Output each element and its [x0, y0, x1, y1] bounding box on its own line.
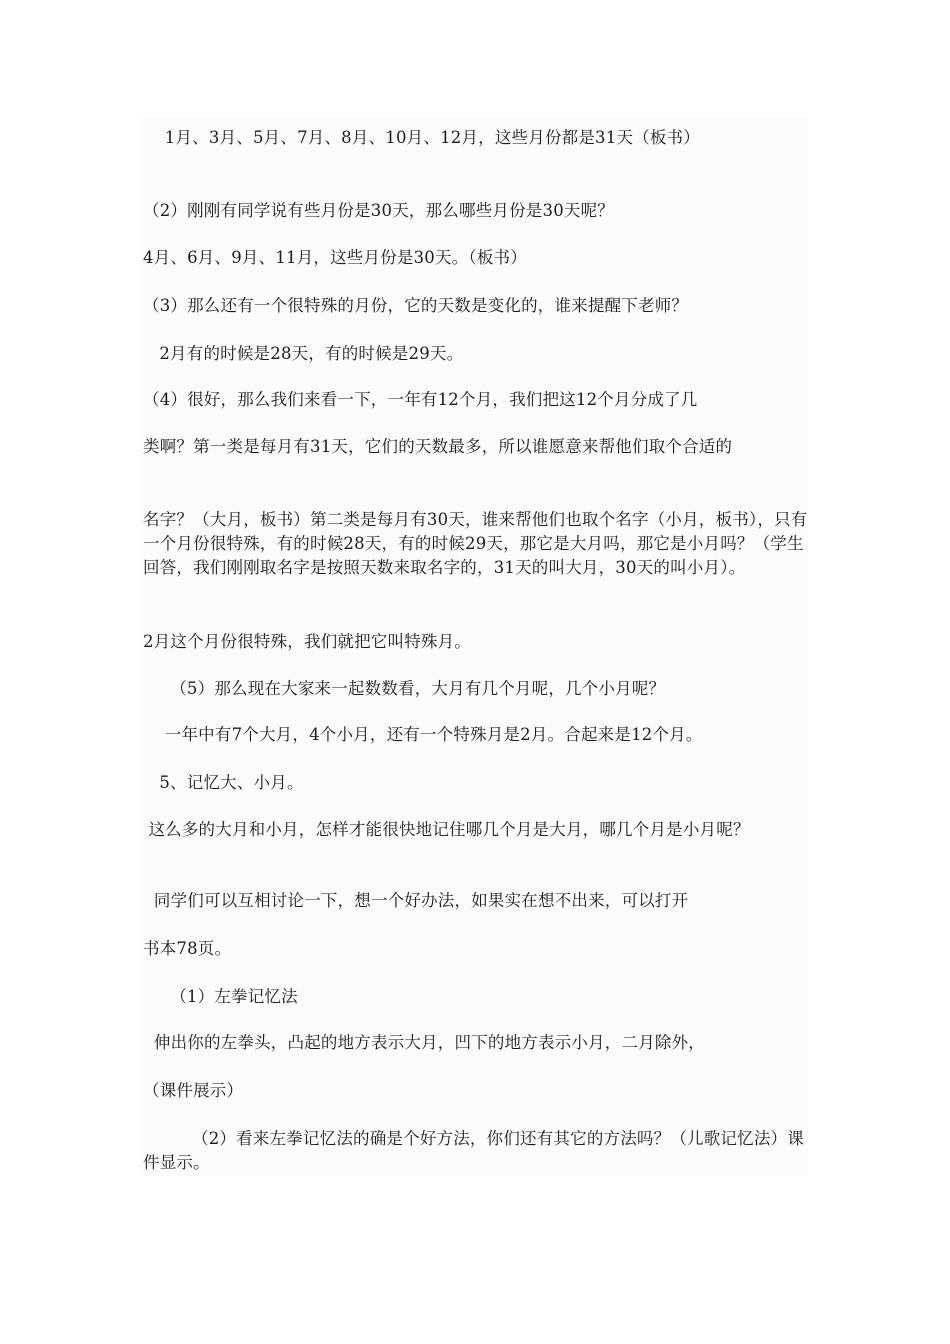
paragraph-classify-months: （4）很好，那么我们来看一下，一年有12个月，我们把这12个月分成了几 [143, 390, 698, 409]
paragraph-naming-big-small-months: 名字？（大月，板书）第二类是每月有30天，谁来帮他们也取个名字（小月，板书），只有一个月份很特殊，有的时候28天，有的时候29天，那它是大月吗，那它是小月吗？（学生回答，我们刚刚取名字是按照天数来取名字的，31天的叫大月，30天的叫小月）。 [143, 510, 808, 577]
paragraph-first-category: 类啊？第一类是每月有31天，它们的天数最多，所以谁愿意来帮他们取个合适的 [143, 437, 733, 456]
paragraph-courseware-show: （课件展示） [143, 1081, 244, 1100]
paragraph-book-page: 书本78页。 [143, 939, 232, 958]
paragraph-count-months: （5）那么现在大家来一起数数看，大月有几个月呢，几个小月呢？ [143, 679, 666, 698]
paragraph-fist-explanation: 伸出你的左拳头，凸起的地方表示大月，凹下的地方表示小月，二月除外， [143, 1033, 705, 1052]
paragraph-special-month-question: （3）那么还有一个很特殊的月份，它的天数是变化的，谁来提醒下老师？ [143, 296, 689, 315]
paragraph-question-30-days: （2）刚刚有同学说有些月份是30天，那么哪些月份是30天呢？ [143, 201, 614, 220]
paragraph-section-memorize: 5、记忆大、小月。 [143, 773, 304, 792]
paragraph-month-totals: 一年中有7个大月，4个小月，还有一个特殊月是2月。合起来是12个月。 [143, 725, 703, 744]
paragraph-left-fist-method: （1）左拳记忆法 [143, 987, 298, 1006]
paragraph-february-days: 2月有的时候是28天，有的时候是29天。 [143, 344, 464, 363]
paragraph-other-methods: （2）看来左拳记忆法的确是个好方法，你们还有其它的方法吗？（儿歌记忆法）课件显示。 [143, 1129, 804, 1172]
paragraph-30-day-months: 4月、6月、9月、11月，这些月份是30天。（板书） [143, 248, 527, 267]
paragraph-how-to-remember: 这么多的大月和小月，怎样才能很快地记住哪几个月是大月，哪几个月是小月呢？ [143, 820, 750, 839]
paragraph-special-month: 2月这个月份很特殊，我们就把它叫特殊月。 [143, 632, 471, 651]
paragraph-discuss: 同学们可以互相讨论一下，想一个好办法，如果实在想不出来，可以打开 [143, 891, 689, 910]
paragraph-31-day-months: 1月、3月、5月、7月、8月、10月、12月，这些月份都是31天（板书） [143, 128, 700, 147]
